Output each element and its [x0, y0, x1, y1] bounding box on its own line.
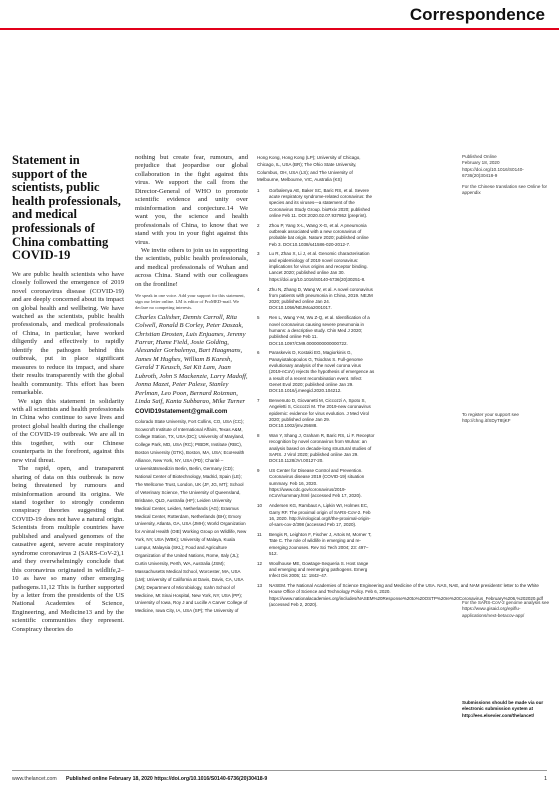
header-rule: [0, 28, 559, 30]
reference-number: 8: [257, 433, 260, 439]
body-paragraph: We invite others to join us in supporting the scientists, public health professionals, and medical professionals of Wuhan and across China. Stand with our colleagues on the frontline!: [135, 246, 248, 288]
reference-item: [257, 223, 375, 248]
reference-item: [257, 287, 375, 312]
reference-text: Andersen KG, Rambaut A, Lipkin WI, Holmes EC, Garry RF. The proximal origin of SARS-CoV-2. Feb 16, 2020. http://virological.org/t/the-proximal-origin-of-sars-cov-2/398 (accessed Feb 17, 2020).: [269, 503, 371, 528]
reference-text: Zhou P, Yang X-L, Wang X-G, et al. A pneumonia outbreak associated with a new coronavirus of probable bat origin. Nature 2020; published online Feb 3. DOI:10.1038/s41586-020-2012-7.: [269, 222, 369, 247]
section-title: Correspondence: [409, 5, 545, 24]
reference-item: [257, 532, 375, 557]
reference-text: Lu R, Zhao X, Li J, et al. Genomic characterisation and epidemiology of 2019 novel coronavirus: implications for virus origins and receptor binding. Lancet 2020; published online Jan 30. https://doi.org/10.1016/S0140-6736(20)30251-8.: [269, 251, 370, 282]
reference-number: 3: [257, 251, 260, 257]
page-header: [0, 0, 559, 30]
body-paragraph: We are public health scientists who have closely followed the emergence of 2019 novel coronavirus disease (COVID-19) and are deeply concerned about its impact on global health and wellbeing. We have watched as the scientists, public health professionals, and medical professionals of China, in particular, have worked diligently and effectively to rapidly identify the pathogen behind this outbreak, put in place significant measures to reduce its impact, and share their results transparently with the global health community. This effort has been remarkable.: [12, 270, 124, 397]
reference-text: Ren L, Wang Y-M, Wu Z-Q, et al. Identification of a novel coronavirus causing severe pneumonia in humans: a descriptive study. Chin Med J 2020; published online Feb 11. DOI:10.1097/CM9.0000000000000722.: [269, 315, 370, 346]
body-paragraph: The rapid, open, and transparent sharing of data on this outbreak is now being threatened by rumours and misinformation around its origins. We stand together to strongly condemn conspiracy theories suggesting that COVID-19 does not have a natural origin. Scientists from multiple countries have published and analysed genomes of the causative agent, severe acute respiratory syndrome coronavirus 2 (SARS-CoV-2),1 and they overwhelmingly conclude that this coronavirus originated in wildlife,2–10 as have so many other emerging pathogens.11,12 This is further supported by a letter from the presidents of the US National Academies of Science, Engineering, and Medicine13 and by the scientific communities they represent. Conspiracy theories do: [12, 465, 124, 633]
page-number: 1: [544, 776, 547, 782]
article-body-part-2: [135, 154, 248, 289]
article-title: Statement in support of the scientists, public health professionals, and medical professionals of China combatting COVID-19: [12, 153, 121, 263]
genome-analysis-link[interactable]: For the SARS-CoV-2 genome analysis see https://www.gisaid.org/epiflu-applications/next-betacov-app/: [462, 600, 550, 618]
reference-item: [257, 433, 375, 465]
footer-rule: [12, 770, 547, 771]
published-label: Published Online: [462, 154, 497, 159]
reference-text: Paraskevis D, Kostaki EG, Magiorkinis G, Panayiotakopoulos G, Tsiodras S. Full-genome evolutionary analysis of the novel corona virus (2019-nCoV) rejects the hypothesis of emergence as a result of a recent recombination event. Infect Genet Evol 2020; published online Jan 29. DOI:10.1016/j.meegid.2020.104212.: [269, 350, 375, 394]
reference-number: 10: [257, 503, 263, 509]
reference-item: [257, 188, 375, 220]
reference-number: 7: [257, 398, 260, 403]
column-2: [135, 154, 248, 615]
body-paragraph: We sign this statement in solidarity with all scientists and health professionals in China who continue to save lives and protect global health during the challenge of the COVID-19 outbreak. We are all in this together, with our Chinese counterparts in the forefront, against this new viral threat.: [12, 397, 124, 464]
body-paragraph: nothing but create fear, rumours, and prejudice that jeopardise our global collaboration in the fight against this virus. We support the call from the Director-General of WHO to promote scientific evidence and unity over misinformation and conjecture.14 We want you, the science and health professionals of China, to know that we stand with you in your fight against this virus.: [135, 154, 248, 246]
reference-item: [257, 350, 375, 394]
reference-number: 12: [257, 560, 263, 566]
reference-number: 4: [257, 286, 260, 292]
genome-analysis-note: [462, 600, 552, 619]
published-date: February 18, 2020: [462, 160, 500, 166]
reference-number: 6: [257, 350, 260, 356]
reference-text: Benvenuto D, Giovanetti M, Ciccozzi A, Spoto S, Angeletti S, Ciccozzi M. The 2019-new coronavirus epidemic: evidence for virus evolution. J Med Virol 2020; published online Jan 29. DOI:10.1002/jmv.25688.: [269, 398, 371, 429]
affiliations: Colorado State University, Fort Collins, CO, USA (CC); Scowcroft Institute of International Affairs, Texas A&M, College Station, TX, USA (DC); University of Maryland, College Park, MD, USA (RC); PIBDR, Institute (RBC), Boston University (GTK), Boston, MA, USA; EcoHealth Alliance, New York, NY, USA (PD); Charité – Universitätsmedizin Berlin, Berlin, Germany (CD); National Center of Biotechnology, Madrid, Spain (LE); The Wellcome Trust, London, UK (JF, JG, MT); School of Veterinary Science, The University of Queensland, Brisbane, QLD, Australia (HF); Leiden University Medical Center, Leiden, Netherlands (AG); Erasmus Medical Center, Rotterdam, Netherlands (BH); Emory University, Atlanta, GA, USA (JMH); World Organization for Animal Health (OIE) Working Group on Wildlife, New York, NY, USA (WBK); University of Malaya, Kuala Lumpur, Malaysia (SKL); Food and Agriculture Organization of the United Nations, Rome, Italy (JL); Curtin University, Perth, WA, Australia (JSM); Massachusetts Medical School, Worcester, MA, USA (LM); University of California at Davis, Davis, CA, USA (JM); Department of Microbiology, Icahn School of Medicine, Mt Sinai Hospital, New York, NY, USA (PP); University of Iowa, Roy J and Lucille A Carver College of Medicine, Iowa City, IA, USA (SP); The University of: [135, 418, 248, 614]
article-body-part-1: [12, 271, 124, 634]
reference-number: 1: [257, 187, 260, 193]
register-support-link[interactable]: To register your support see http://chng.it/SDyT8tjKF: [462, 412, 519, 424]
support-note: We speak in one voice. Add your support for this statement, sign our letter online. LM is editor of ProMED-mail. We declare no competing interests.: [135, 293, 245, 310]
reference-item: [257, 251, 375, 283]
reference-text: Zhu N, Zhang D, Wang W, et al. A novel coronavirus from patients with pneumonia in China, 2019. NEJM 2020; published online Jan 24. DOI:10.1056/NEJMoa2001017.: [269, 286, 373, 311]
reference-text: Bengis R, Leighton F, Fischer J, Artois M, Morner T, Tate C. The role of wildlife in emerging and re-emerging zoonoses. Rev Sci Tech 2004; 23: 497–512.: [269, 531, 372, 556]
reference-item: [257, 583, 543, 608]
reference-text: Wan Y, Shang J, Graham R, Baric RS, Li F. Receptor recognition by novel coronavirus from Wuhan: an analysis based on decade-long structural studies of SARS. J Virol 2020; published online Jan 29. DOI:10.1128/JVI.00127-20.: [269, 433, 375, 464]
signatories-list: Charles Calisher, Dennis Carroll, Rita Colwell, Ronald B Corley, Peter Daszak, Christian Drosten, Luis Enjuanes, Jeremy Farrar, Hume Field, Josie Golding, Alexander Gorbalenya, Bart Haagmans, James M Hughes, William B Karesh, Gerald T Keusch, Sai Kit Lam, Juan Lubroth, John S Mackenzie, Larry Madoff, Jonna Mazet, Peter Palese, Stanley Perlman, Leo Poon, Bernard Roizman, Linda Saif, Kanta Subbarao, Mike Turner: [135, 313, 248, 406]
reference-text: NASEM. The National Academies of Science Engineering and Medicine of the USA. NAS, NAE, and NAM presidents' letter to the White House Office of Science and Technology Policy. Feb 6, 2020. https://www.nationalacademies.org/includes/NASEM%20Response%20to%20OSTP%20re%20Coronavirus_February%206,%202020.pdf (accessed Feb 2, 2020).: [269, 583, 543, 608]
reference-item: [257, 315, 375, 347]
reference-item: [257, 468, 375, 500]
reference-number: 2: [257, 222, 260, 228]
page-footer: [0, 770, 559, 791]
reference-item: [257, 561, 375, 580]
reference-number: 5: [257, 315, 260, 321]
reference-number: 11: [257, 531, 262, 537]
column-1: [12, 154, 124, 634]
footer-publication-info: Published online February 18, 2020 https://doi.org/10.1016/S0140-6736(20)30418-9: [66, 776, 268, 782]
reference-item: [257, 398, 375, 430]
register-support-note: [462, 412, 552, 425]
publication-info: [462, 154, 552, 196]
journal-url[interactable]: www.thelancet.com: [12, 776, 57, 782]
submissions-link[interactable]: Submissions should be made via our electronic submission system at http://ees.elsevier.com/thelancet/: [462, 700, 544, 718]
affiliations-continued: Hong Kong, Hong Kong (LP); University of Chicago, Chicago, IL, USA (BR); The Ohio State University, Columbus, OH, USA (LS); and The University of Melbourne, Melbourne, VIC, Australia (KS): [257, 155, 361, 183]
reference-text: Gorbalenya AE, Baker SC, Baric RS, et al. Severe acute respiratory syndrome-related coronavirus: the species and its viruses—a statement of the Coronavirus Study Group. bioRxiv 2020; published online Feb 11. DOI:2020.02.07.937862 (preprint).: [269, 187, 373, 218]
contact-email[interactable]: COVID19statement@gmail.com: [135, 407, 228, 415]
reference-number: 13: [257, 583, 263, 589]
reference-number: 9: [257, 468, 260, 474]
published-doi-link[interactable]: https://doi.org/10.1016/S0140-6736(20)30418-9: [462, 166, 524, 179]
reference-text: Woolhouse ME, Gowtage-Sequeria S. Host range and emerging and reemerging pathogens. Emerg Infect Dis 2005; 11: 1842–47.: [269, 560, 369, 579]
chinese-translation-note: For the Chinese translation see Online for appendix: [462, 183, 548, 196]
reference-item: [257, 503, 375, 528]
submissions-note: [462, 700, 552, 719]
reference-text: US Center for Disease Control and Prevention. Coronavirus disease 2019 (COVID-19) situation summary. Feb 16, 2020. https://www.cdc.gov/coronavirus/2019-nCoV/summary.html (accessed Feb 17, 2020).: [269, 468, 365, 499]
